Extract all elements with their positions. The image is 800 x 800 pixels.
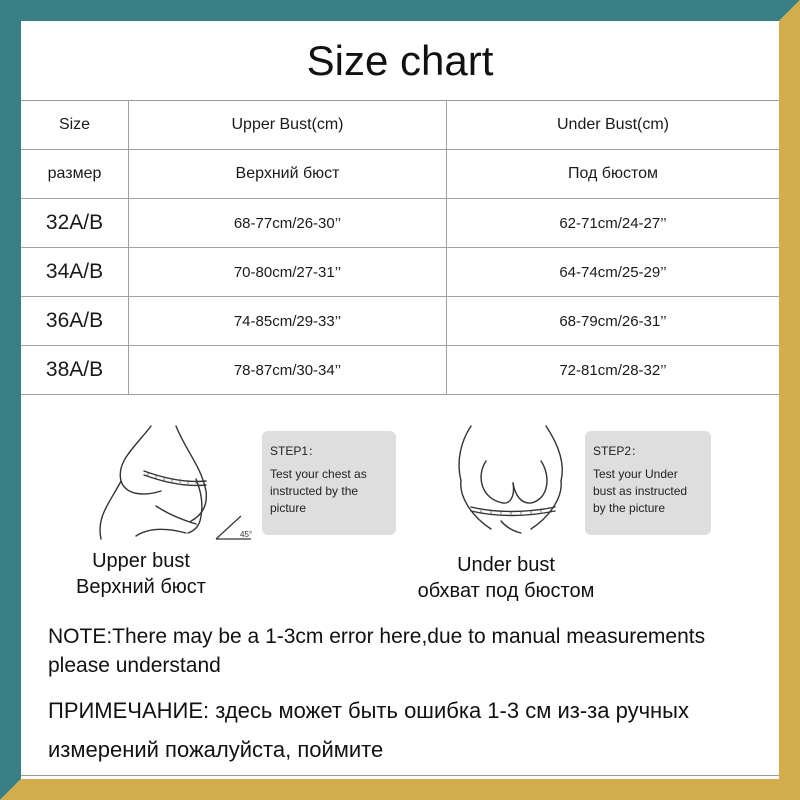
step2-card bbox=[585, 431, 711, 535]
under-bust-caption bbox=[381, 552, 631, 604]
table-row bbox=[21, 297, 779, 346]
under-bust-cell: 68-79cm/26-31’’ bbox=[446, 297, 779, 345]
under-bust-caption-ru: обхват под бюстом bbox=[417, 580, 595, 602]
table-header-row-ru bbox=[21, 150, 779, 199]
upper-bust-cell: 78-87cm/30-34’’ bbox=[128, 346, 446, 394]
upper-bust-cell: 74-85cm/29-33’’ bbox=[128, 297, 446, 345]
upper-bust-caption-en: Upper bust bbox=[92, 550, 190, 572]
table-row bbox=[21, 199, 779, 248]
under-bust-cell: 72-81cm/28-32’’ bbox=[446, 346, 779, 394]
size-table bbox=[21, 100, 779, 395]
header-upper-bust-ru: Верхний бюст bbox=[128, 150, 446, 198]
upper-bust-caption-ru: Верхний бюст bbox=[76, 576, 206, 598]
size-cell: 38A/B bbox=[45, 358, 104, 381]
header-upper-bust: Upper Bust(cm) bbox=[128, 100, 446, 149]
step2-text: Test your Under bust as instructed by the picture bbox=[593, 467, 688, 515]
header-under-bust-ru: Под бюстом bbox=[446, 150, 779, 198]
upper-bust-cell: 70-80cm/27-31’’ bbox=[128, 248, 446, 296]
bottom-divider bbox=[21, 775, 779, 776]
header-size: Size bbox=[58, 115, 91, 133]
table-header-row-en bbox=[21, 100, 779, 150]
header-size-ru: размер bbox=[47, 165, 102, 182]
step2-title: STEP2： bbox=[593, 444, 644, 458]
note-russian: ПРИМЕЧАНИЕ: здесь может быть ошибка 1-3 см из-за ручных измерений пожалуйста, поймите bbox=[48, 698, 689, 762]
page-title: Size chart bbox=[21, 21, 779, 101]
under-bust-cell: 62-71cm/24-27’’ bbox=[446, 199, 779, 247]
upper-bust-cell: 68-77cm/26-30’’ bbox=[128, 199, 446, 247]
header-under-bust: Under Bust(cm) bbox=[446, 100, 779, 149]
upper-bust-caption bbox=[41, 548, 241, 600]
table-row bbox=[21, 248, 779, 297]
step1-card bbox=[262, 431, 396, 535]
size-cell: 34A/B bbox=[45, 260, 104, 283]
angle-label: 45° bbox=[240, 530, 253, 539]
step1-title: STEP1： bbox=[270, 444, 321, 458]
under-bust-caption-en: Under bust bbox=[457, 554, 555, 576]
upper-bust-illustration bbox=[76, 421, 256, 546]
size-chart-sheet bbox=[21, 21, 779, 779]
size-cell: 32A/B bbox=[45, 211, 104, 234]
step1-text: Test your chest as instructed by the picture bbox=[270, 467, 367, 515]
table-row bbox=[21, 346, 779, 395]
size-cell: 36A/B bbox=[45, 309, 104, 332]
under-bust-illustration bbox=[431, 421, 591, 541]
under-bust-cell: 64-74cm/25-29’’ bbox=[446, 248, 779, 296]
note-english: NOTE:There may be a 1-3cm error here,due to manual measurements please understand bbox=[48, 625, 706, 677]
